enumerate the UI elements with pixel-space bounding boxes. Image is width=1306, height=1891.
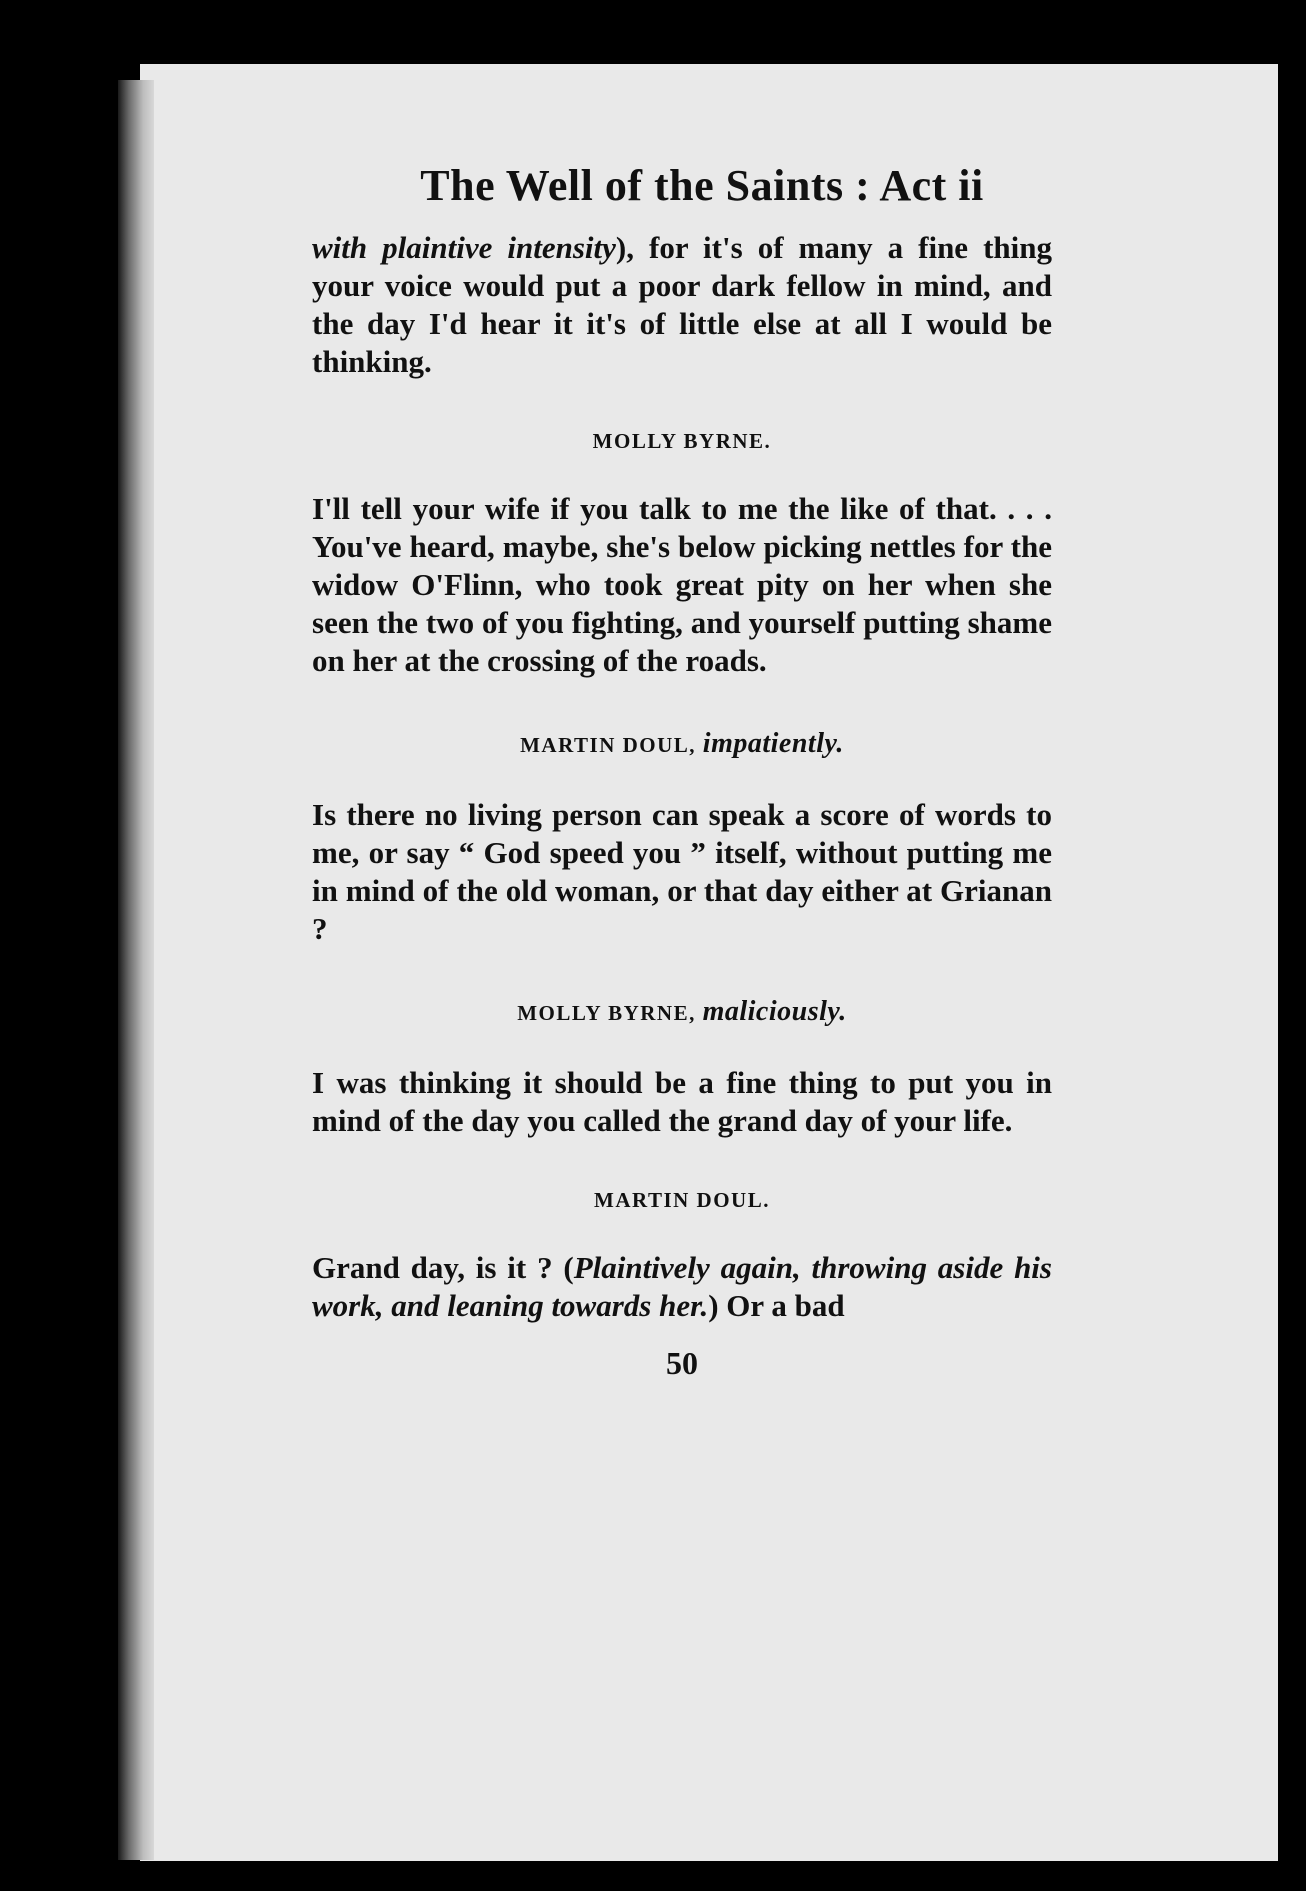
speaker-name: MARTIN DOUL, [520,733,697,757]
speech-text: ), for it's of many a fine thing your voice would put a poor dark fellow in mind, and the day I'd hear it it's of little else at all I would be thinking. [312,230,1053,379]
speaker-name: MOLLY BYRNE, [517,1001,696,1025]
speech-text: Grand day, is it ? ( [312,1250,574,1285]
stage-direction: Plaintively again, throwing aside his work, and leaning towards her. [312,1250,1052,1323]
speaker-heading [312,728,1052,760]
page-number: 50 [666,1345,698,1381]
speaker-name: MARTIN DOUL. [594,1188,770,1212]
page-text [312,160,1052,1382]
running-header: The Well of the Saints : Act ii [420,161,984,210]
stage-direction: impatiently. [702,728,844,759]
speech-paragraph: Is there no living person can speak a score of words to me, or say “ God speed you ” itself, without putting me in mind of the old woman, or that day either at Grianan ? [312,797,1052,946]
speaker-heading [312,996,1052,1028]
speech-paragraph [312,1249,1052,1325]
speech-paragraph: I'll tell your wife if you talk to me the like of that. . . . You've heard, maybe, she's below picking nettles for the widow O'Flinn, who took great pity on her when she seen the two of you fighting, and yourself putting shame on her at the crossing of the roads. [312,491,1052,678]
stage-direction: with plaintive intensity [312,230,616,265]
speech-paragraph [312,229,1052,381]
book-spine [118,80,154,1860]
speaker-name: MOLLY BYRNE. [592,429,772,453]
stage-direction: maliciously. [702,996,847,1027]
page-edge-right [1278,60,1306,1891]
speech-paragraph: I was thinking it should be a fine thing to put you in mind of the day you called the grand day of your life. [312,1065,1052,1138]
page-edge-bottom [110,1861,1306,1891]
speech-text: ) Or a bad [708,1288,845,1323]
